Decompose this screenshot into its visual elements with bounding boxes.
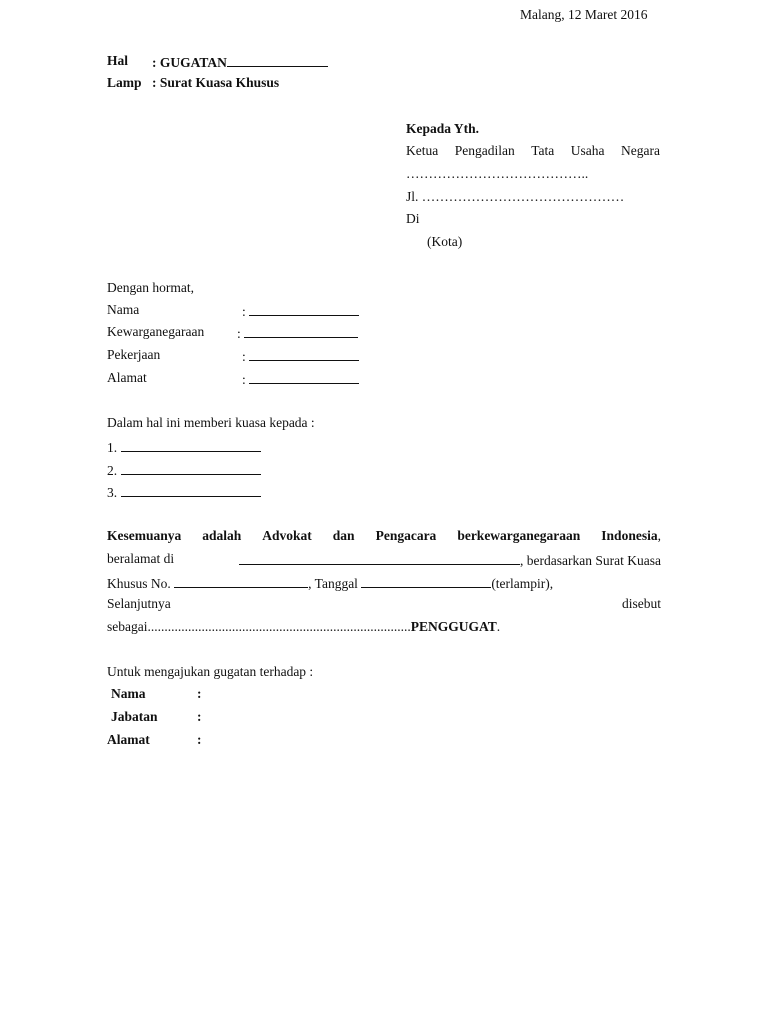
attorney-blank (121, 482, 261, 497)
address-blank (239, 550, 520, 565)
body-word-bold: Indonesia (601, 528, 658, 543)
plaintiff-field-label: Kewarganegaraan (107, 324, 205, 339)
attorney-blank (121, 460, 261, 475)
plaintiff-field-label: Pekerjaan (107, 347, 161, 362)
plaintiff-field-blank (244, 323, 358, 338)
body-text: . (496, 619, 501, 634)
body-line-1 (107, 527, 661, 545)
body-text: sebagai.............................................................................. (107, 619, 411, 634)
recipient-line-1 (406, 142, 660, 160)
defendant-field-colon: : (197, 709, 202, 724)
attorney-item (107, 482, 261, 502)
hal-label: Hal (107, 53, 129, 68)
plaintiff-field-blank (249, 346, 359, 361)
plaintiff-field-blank (249, 301, 359, 316)
defendant-field-label: Jabatan (111, 709, 158, 724)
recipient-word: Ketua (406, 143, 439, 158)
recipient-word: Usaha (570, 143, 605, 158)
body-word: dan (332, 528, 355, 543)
attorney-number: 3. (107, 485, 118, 500)
date-blank (361, 573, 491, 588)
body-word: Pengacara (375, 528, 437, 543)
body-line-3 (107, 573, 553, 593)
body-text: disebut (622, 596, 661, 611)
recipient-word: Pengadilan (454, 143, 515, 158)
field-colon: : (242, 304, 246, 319)
attorney-number: 2. (107, 463, 118, 478)
defendant-field-label: Nama (111, 686, 146, 701)
body-word: Kesemuanya (107, 528, 182, 543)
plaintiff-field-value (237, 323, 358, 343)
body-text: Selanjutnya (107, 596, 171, 611)
field-colon: : (237, 326, 241, 341)
body-text: , Tanggal (308, 576, 358, 591)
plaintiff-field-value (242, 346, 359, 366)
attorney-blank (121, 437, 261, 452)
hal-value (152, 52, 328, 72)
body-text: (terlampir), (491, 576, 554, 591)
recipient-word: Negara (620, 143, 660, 158)
salutation: Dengan hormat, (107, 280, 194, 295)
body-word: adalah (202, 528, 242, 543)
defendant-field-colon: : (197, 732, 202, 747)
body-text: Khusus No. (107, 576, 171, 591)
letter-number-blank (174, 573, 308, 588)
field-colon: : (242, 349, 246, 364)
field-colon: : (242, 372, 246, 387)
recipient-greeting: Kepada Yth. (406, 121, 480, 136)
attorney-item (107, 460, 261, 480)
power-intro: Dalam hal ini memberi kuasa kepada : (107, 415, 315, 430)
plaintiff-field-blank (249, 369, 359, 384)
defendant-intro: Untuk mengajukan gugatan terhadap : (107, 664, 314, 679)
body-line-2 (107, 550, 661, 570)
recipient-line-4: Di (406, 211, 420, 226)
date-line: Malang, 12 Maret 2016 (520, 7, 648, 22)
hal-value-text: : GUGATAN (152, 55, 227, 70)
body-word: Advokat (262, 528, 312, 543)
plaintiff-field-label: Nama (107, 302, 140, 317)
lamp-label: Lamp (107, 75, 142, 90)
recipient-line-3: Jl. ……………………………………… (406, 189, 625, 204)
attorney-number: 1. (107, 440, 118, 455)
plaintiff-field-label: Alamat (107, 370, 147, 385)
body-comma: , (657, 528, 661, 543)
hal-blank-line (227, 52, 328, 67)
body-text-end: , berdasarkan Surat Kuasa (520, 553, 661, 568)
recipient-word: Tata (531, 143, 555, 158)
defendant-field-colon: : (197, 686, 202, 701)
body-word: berkewarganegaraan (457, 528, 581, 543)
recipient-line-5: (Kota) (427, 234, 463, 249)
body-text: beralamat di (107, 551, 175, 566)
defendant-field-label: Alamat (107, 732, 150, 747)
body-line-4 (107, 595, 661, 613)
body-line-5 (107, 618, 500, 636)
plaintiff-term: PENGGUGAT (410, 619, 497, 634)
lamp-value: : Surat Kuasa Khusus (152, 75, 280, 90)
plaintiff-field-value (242, 369, 359, 389)
body-text (239, 550, 661, 570)
recipient-line-2: ………………………………….. (406, 166, 589, 181)
attorney-item (107, 437, 261, 457)
plaintiff-field-value (242, 301, 359, 321)
body-word (601, 527, 661, 545)
